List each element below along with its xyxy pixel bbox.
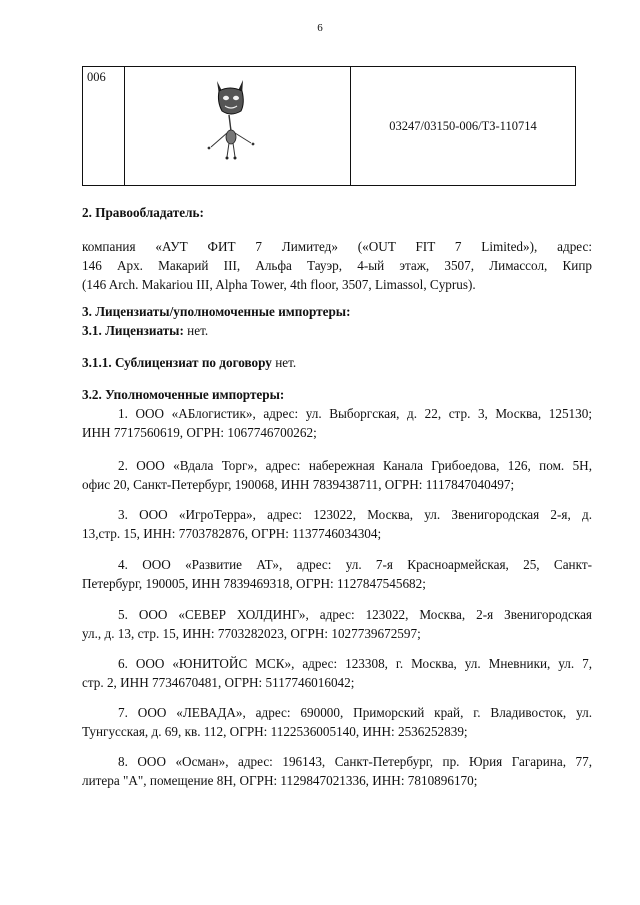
cat-figure-image: [197, 75, 277, 165]
table-row: [83, 67, 576, 186]
importer-item: [82, 505, 592, 543]
sublicensee-line: [82, 353, 592, 372]
licensees-line: [82, 321, 592, 340]
importer-line-2: офис 20, Санкт-Петербург, 190068, ИНН 7839438711, ОГРН: 1117847040497;: [82, 477, 515, 492]
trademark-image-cell: [125, 67, 351, 186]
importer-line-1: 7. ООО «ЛЕВАДА», адрес: 690000, Приморский край, г. Владивосток, ул.: [118, 705, 592, 720]
importer-item: [82, 605, 592, 643]
trademark-number: 006: [83, 67, 125, 186]
importers-heading-block: [82, 385, 592, 404]
owner-heading: 2. Правообладатель:: [82, 205, 204, 220]
page-number: 6: [317, 22, 323, 34]
importer-line-2: 13,стр. 15, ИНН: 7703782876, ОГРН: 1137746034304;: [82, 526, 382, 541]
importer-line-2: Петербург, 190005, ИНН 7839469318, ОГРН: 1127847545682;: [82, 576, 426, 591]
importer-line-2: литера "А", помещение 8Н, ОГРН: 1129847021336, ИНН: 7810896170;: [82, 773, 478, 788]
licensees-label: 3.1. Лицензиаты:: [82, 323, 184, 338]
importer-line-2: ул., д. 13, стр. 15, ИНН: 7703282023, ОГРН: 1027739672597;: [82, 626, 421, 641]
section-3-heading: 3. Лицензиаты/уполномоченные импортеры:: [82, 304, 351, 319]
owner-line-2: 146 Арх. Макарий III, Альфа Тауэр, 4-ый этаж, 3507, Лимассол, Кипр: [82, 258, 592, 273]
owner-details: [82, 237, 592, 294]
section-3: [82, 302, 592, 340]
importer-line-1: 6. ООО «ЮНИТОЙС МСК», адрес: 123308, г. Москва, ул. Мневники, ул. 7,: [118, 656, 592, 671]
importer-line-2: Тунгусская, д. 69, кв. 112, ОГРН: 1122536005140, ИНН: 2536252839;: [82, 724, 468, 739]
sublicensee-label: 3.1.1. Сублицензиат по договору: [82, 355, 272, 370]
sublicensee-value: нет.: [271, 355, 297, 370]
importer-line-2: ИНН 7717560619, ОГРН: 1067746700262;: [82, 425, 317, 440]
importer-item: [82, 703, 592, 741]
owner-line-1: компания «АУТ ФИТ 7 Лимитед» («OUT FIT 7 Limited»), адрес:: [82, 239, 592, 254]
importers-heading: 3.2. Уполномоченные импортеры:: [82, 387, 285, 402]
importer-item: [82, 555, 592, 593]
importer-line-1: 5. ООО «СЕВЕР ХОЛДИНГ», адрес: 123022, Москва, 2-я Звенигородская: [118, 607, 592, 622]
importer-item: [82, 654, 592, 692]
importer-item: [82, 404, 592, 442]
importer-line-1: 4. ООО «Развитие АТ», адрес: ул. 7-я Красноармейская, 25, Санкт-: [118, 557, 592, 572]
importer-line-1: 2. ООО «Вдала Торг», адрес: набережная Канала Грибоедова, 126, пом. 5Н,: [118, 458, 592, 473]
licensees-value: нет.: [183, 323, 209, 338]
trademark-table: [82, 66, 576, 186]
registration-number: 03247/03150-006/ТЗ-110714: [351, 67, 576, 186]
owner-line-3: (146 Arch. Makariou III, Alpha Tower, 4th floor, 3507, Limassol, Cyprus).: [82, 277, 476, 292]
importer-line-1: 8. ООО «Осман», адрес: 196143, Санкт-Петербург, пр. Юрия Гагарина, 77,: [118, 754, 592, 769]
importer-item: [82, 752, 592, 790]
importer-line-2: стр. 2, ИНН 7734670481, ОГРН: 5117746016042;: [82, 675, 355, 690]
importer-line-1: 3. ООО «ИгроТерра», адрес: 123022, Москва, ул. Звенигородская 2-я, д.: [118, 507, 592, 522]
importer-line-1: 1. ООО «АБлогистик», адрес: ул. Выборгская, д. 22, стр. 3, Москва, 125130;: [118, 406, 592, 421]
importer-item: [82, 456, 592, 494]
owner-section: [82, 203, 592, 222]
